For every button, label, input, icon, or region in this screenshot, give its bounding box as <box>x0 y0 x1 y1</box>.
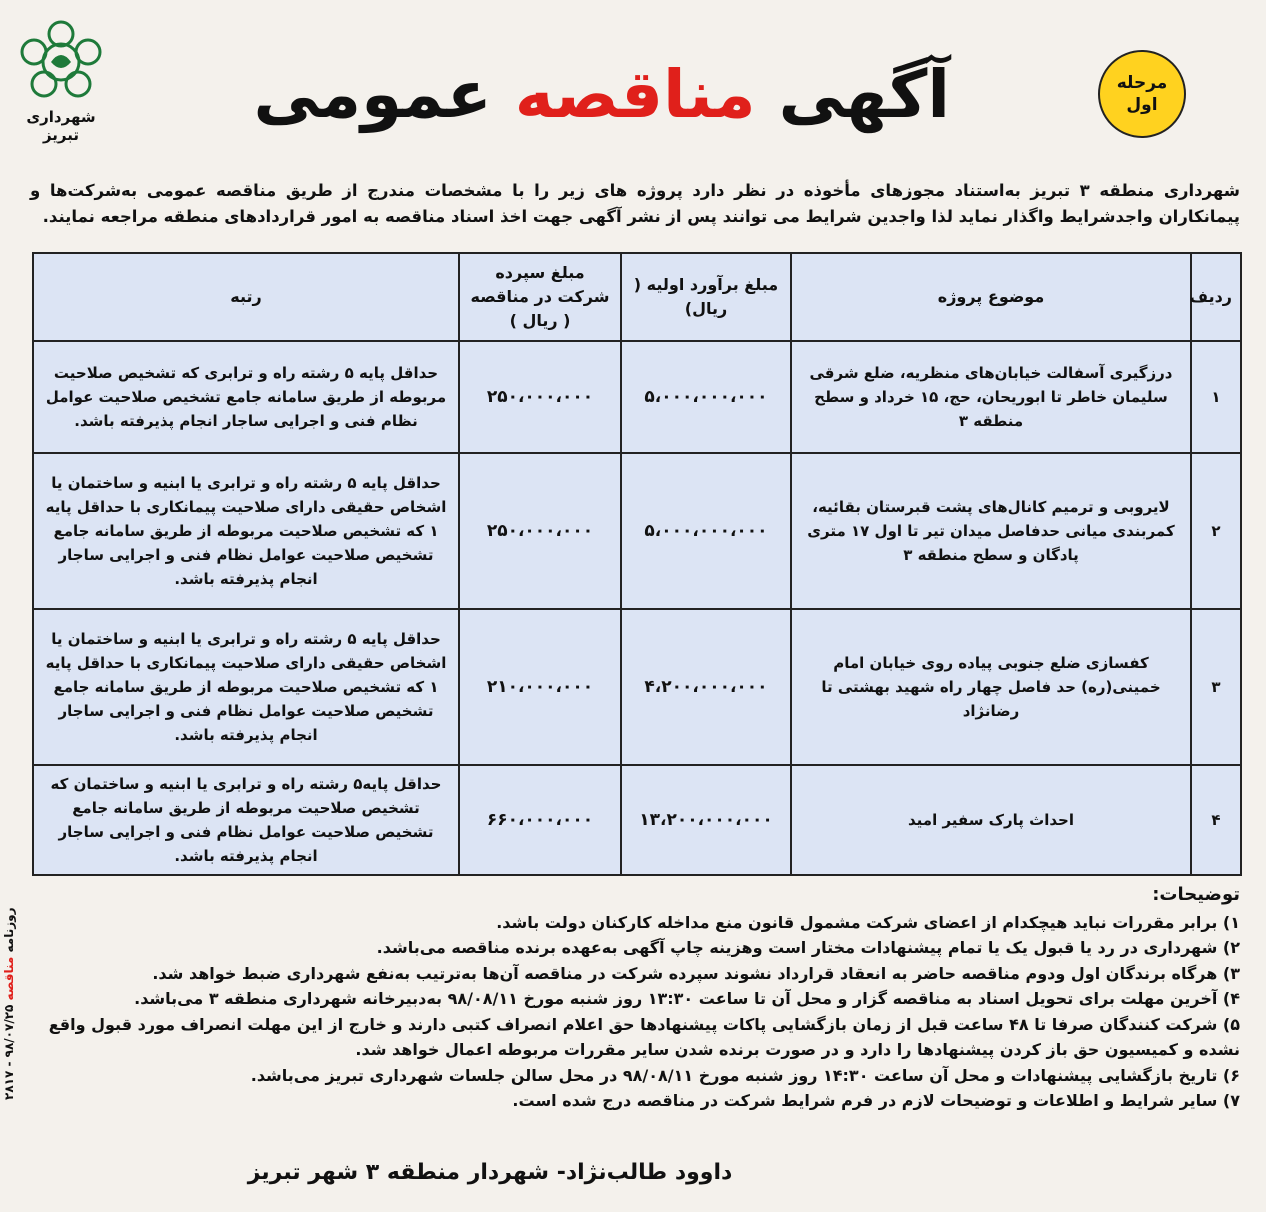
notes-section <box>30 882 1240 1114</box>
intro-text: به‌استناد مجوزهای مأخوذه در نظر دارد پروژه های زیر را با مشخصات مندرج از طریق مناقصه عمومی به‌شرکت‌ها و پیمانکاران واجدشرایط واگذار نماید لذا واجدین شرایط می توانند پس از نشر آگهی جهت اخذ اسناد مناقصه به امور قراردادهای منطقه مراجعه نمایند. <box>30 181 1240 226</box>
title-part-public: عمومی <box>253 56 492 133</box>
stage-line-1: مرحله <box>1116 73 1168 93</box>
newspaper-sidebar <box>2 880 26 1100</box>
cell-estimate: ۱۳،۲۰۰،۰۰۰،۰۰۰ <box>621 765 791 875</box>
table-row <box>33 765 1241 875</box>
cell-row-number: ۳ <box>1191 609 1241 765</box>
tender-table <box>32 252 1242 876</box>
cell-grade: حداقل پایه ۵ رشته راه و ترابری یا ابنیه و ساختمان یا اشخاص حقیقی دارای صلاحیت پیمانکاری با حداقل پایه ۱ که تشخیص صلاحیت مربوطه از طریق سامانه جامع تشخیص صلاحیت عوامل نظام فنی و اجرایی ساجار انجام پذیرفته باشد. <box>33 453 459 609</box>
cell-subject: لایروبی و ترمیم کانال‌های پشت قبرستان بقائیه، کمربندی میانی حدفاصل میدان تیر تا اول ۱۷ متری پادگان و سطح منطقه ۳ <box>791 453 1191 609</box>
note-item: ۳) هرگاه برندگان اول ودوم مناقصه حاضر به انعقاد قرارداد نشوند سپرده شرکت در مناقصه آن‌ها به‌ترتیب به‌نفع شهرداری ضبط خواهد شد. <box>152 963 1240 983</box>
note-item: ۶) تاریخ بازگشایی پیشنهادات و محل آن ساعت ۱۴:۳۰ روز شنبه مورخ ۹۸/۰۸/۱۱ در محل سالن جلسات شهرداری تبریز می‌باشد. <box>250 1065 1240 1085</box>
header-grade: رتبه <box>33 253 459 341</box>
header-subject: موضوع پروژه <box>791 253 1191 341</box>
note-item: ۱) برابر مقررات نباید هیچکدام از اعضای شرکت مشمول قانون منع مداخله کارکنان دولت باشد. <box>496 912 1240 932</box>
cell-estimate: ۵،۰۰۰،۰۰۰،۰۰۰ <box>621 341 791 453</box>
tabriz-municipality-logo-icon <box>18 18 104 104</box>
cell-subject: کفسازی ضلع جنوبی پیاده روی خیابان امام خمینی(ره) حد فاصل چهار راه شهید بهشتی تا رضانژاد <box>791 609 1191 765</box>
logo-label: شهرداری تبریز <box>26 108 96 144</box>
cell-grade: حداقل پایه۵ رشته راه و ترابری یا ابنیه و ساختمان که تشخیص صلاحیت مربوطه از طریق سامانه جامع تشخیص صلاحیت عوامل نظام فنی و اجرایی ساجار انجام پذیرفته باشد. <box>33 765 459 875</box>
intro-lead: شهرداری منطقه ۳ تبریز <box>1030 181 1240 200</box>
table-header-row <box>33 253 1241 341</box>
page-title <box>253 50 950 140</box>
table-row <box>33 341 1241 453</box>
note-item: ۵) شرکت کنندگان صرفا تا ۴۸ ساعت قبل از زمان بازگشایی پاکات پیشنهادها حق اعلام انصراف کتبی دارند و خارج از این مهلت انصراف مورد قبول واقع نشده و کمیسیون حق باز کردن پیشنهادها را دارد و در صورت برنده شدن سایر مقررات مربوطه اعمال خواهد شد. <box>48 1014 1240 1059</box>
note-item: ۷) سایر شرایط و اطلاعات و توضیحات لازم در فرم شرایط شرکت در مناقصه درج شده است. <box>512 1091 1240 1110</box>
stage-badge <box>1098 50 1186 138</box>
header-row-number: ردیف <box>1191 253 1241 341</box>
cell-row-number: ۴ <box>1191 765 1241 875</box>
cell-estimate: ۴،۲۰۰،۰۰۰،۰۰۰ <box>621 609 791 765</box>
cell-grade: حداقل پایه ۵ رشته راه و ترابری یا ابنیه و ساختمان یا اشخاص حقیقی دارای صلاحیت پیمانکاری با حداقل پایه ۱ که تشخیص صلاحیت مربوطه از طریق سامانه جامع تشخیص صلاحیت عوامل نظام فنی و اجرایی ساجار انجام پذیرفته باشد. <box>33 609 459 765</box>
note-item: ۲) شهرداری در رد یا قبول یک یا تمام پیشنهادات مختار است وهزینه چاپ آگهی به‌عهده برنده مناقصه می‌باشد. <box>376 938 1240 957</box>
header-estimate: مبلغ برآورد اولیه ( ریال) <box>621 253 791 341</box>
sidebar-issue: ۹۸/۰۷/۲۵ - ۲۸۱۷ <box>2 1004 16 1100</box>
sidebar-paper: روزنامه <box>2 907 16 953</box>
cell-deposit: ۶۶۰،۰۰۰،۰۰۰ <box>459 765 621 875</box>
cell-deposit: ۲۵۰،۰۰۰،۰۰۰ <box>459 341 621 453</box>
sidebar-paper-brand: مناقصه <box>2 956 16 1001</box>
title-part-ad: آگهی <box>778 56 950 133</box>
notes-title: توضیحات: <box>1152 884 1240 905</box>
notes-list <box>30 910 1240 1114</box>
logo <box>6 18 116 158</box>
table-row <box>33 609 1241 765</box>
signature: داوود طالب‌نژاد- شهردار منطقه ۳ شهر تبریز <box>247 1160 733 1185</box>
cell-deposit: ۲۱۰،۰۰۰،۰۰۰ <box>459 609 621 765</box>
cell-subject: درزگیری آسفالت خیابان‌های منظریه، ضلع شرقی سلیمان خاطر تا ابوریحان، حج، ۱۵ خرداد و سطح منطقه ۳ <box>791 341 1191 453</box>
header-deposit: مبلغ سپرده شرکت در مناقصه ( ریال ) <box>459 253 621 341</box>
cell-subject: احداث پارک سفیر امید <box>791 765 1191 875</box>
stage-line-2: اول <box>1126 95 1158 115</box>
intro-paragraph <box>30 178 1240 230</box>
cell-deposit: ۲۵۰،۰۰۰،۰۰۰ <box>459 453 621 609</box>
cell-row-number: ۲ <box>1191 453 1241 609</box>
note-item: ۴) آخرین مهلت برای تحویل اسناد به مناقصه گزار و محل آن تا ساعت ۱۳:۳۰ روز شنبه مورخ ۹۸/۰۸/۱۱ به‌دبیرخانه شهرداری منطقه ۳ می‌باشد. <box>134 989 1240 1008</box>
cell-grade: حداقل پایه ۵ رشته راه و ترابری که تشخیص صلاحیت مربوطه از طریق سامانه جامع تشخیص صلاحیت عوامل نظام فنی و اجرایی ساجار انجام پذیرفته باشد. <box>33 341 459 453</box>
cell-row-number: ۱ <box>1191 341 1241 453</box>
title-part-tender: مناقصه <box>514 56 756 133</box>
table-row <box>33 453 1241 609</box>
cell-estimate: ۵،۰۰۰،۰۰۰،۰۰۰ <box>621 453 791 609</box>
